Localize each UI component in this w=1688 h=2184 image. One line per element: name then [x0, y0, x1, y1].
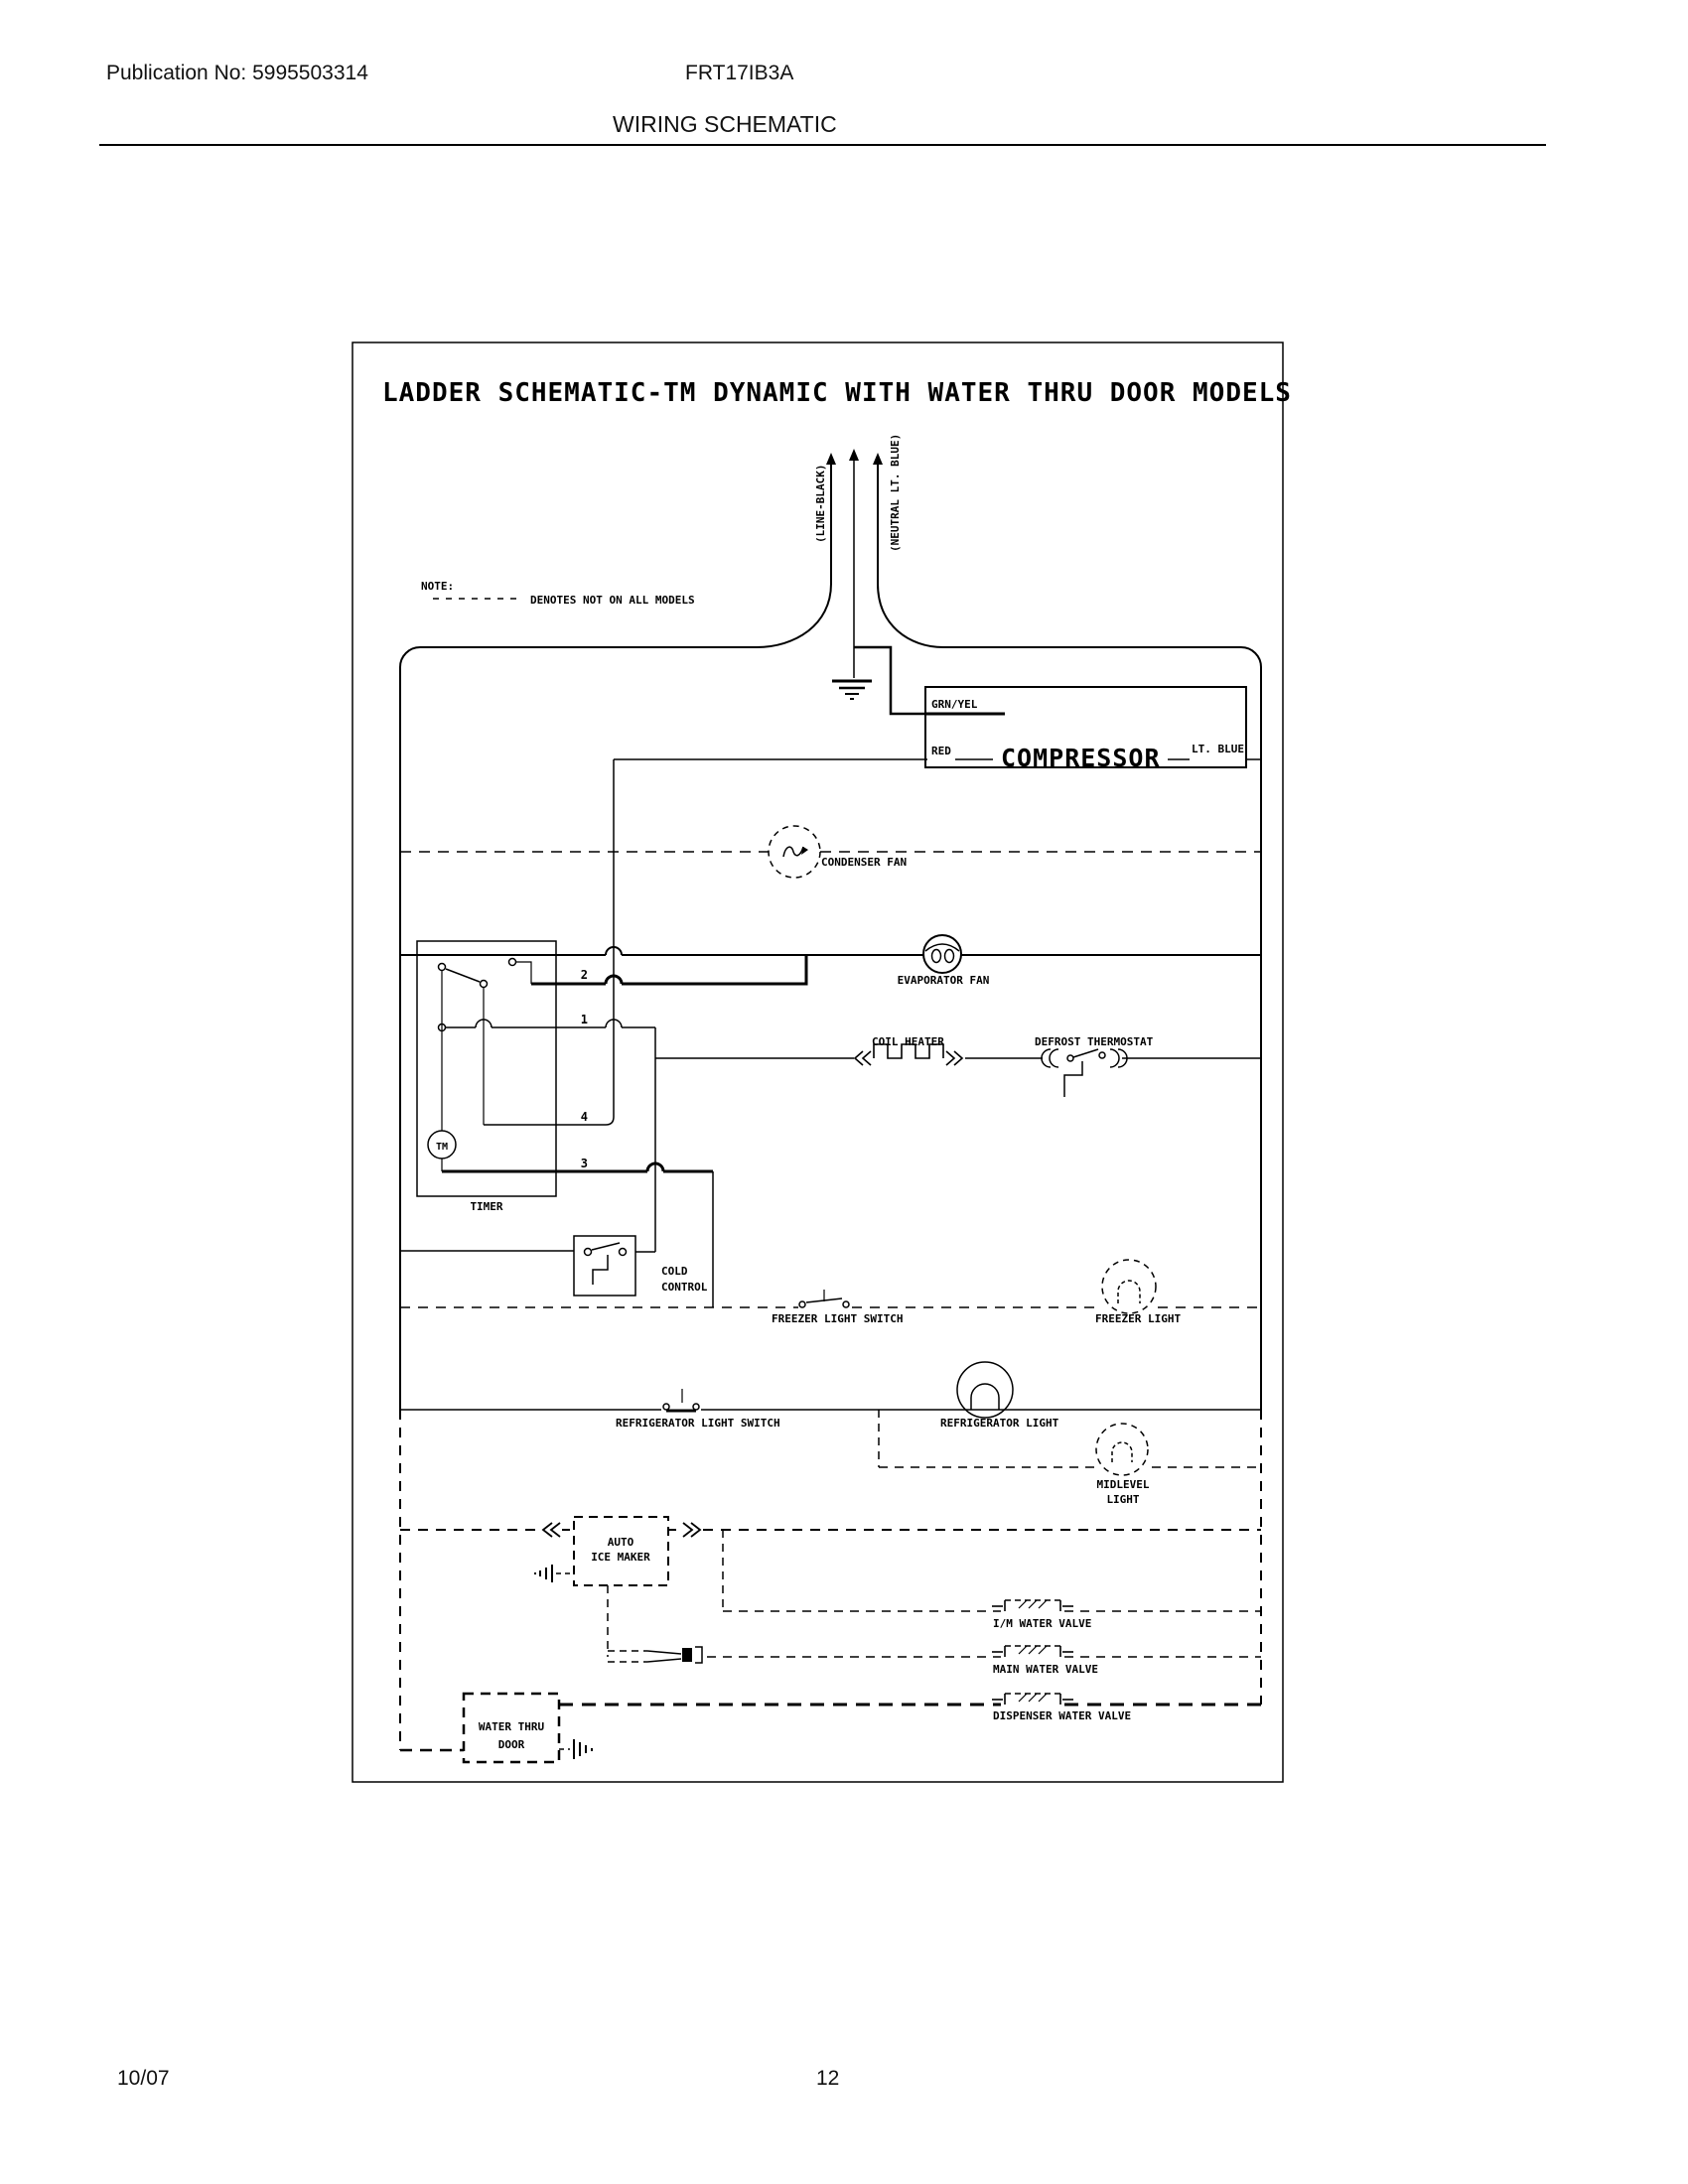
dispenser-water-valve-row	[559, 1694, 1261, 1722]
cold-control	[400, 1236, 708, 1296]
evaporator-fan-label: EVAPORATOR FAN	[897, 974, 990, 987]
line-black-label: (LINE-BLACK)	[814, 464, 827, 543]
cold-control-label-line1: COLD	[661, 1265, 688, 1278]
timer-motor-label: TM	[435, 1142, 449, 1153]
timer-switch-icon	[446, 969, 480, 982]
condenser-fan-motor-icon	[769, 826, 820, 878]
midlevel-light-icon	[1096, 1424, 1148, 1475]
line-arrow-icon	[826, 453, 836, 465]
ice-maker-label-line2: ICE MAKER	[591, 1551, 650, 1564]
im-water-valve-coil-icon	[992, 1600, 1073, 1611]
condenser-fan-row	[400, 826, 1261, 878]
compressor-label: COMPRESSOR	[1001, 744, 1161, 772]
compressor-box	[606, 687, 1261, 1125]
water-thru-door-label-line2: DOOR	[497, 1738, 525, 1751]
main-water-valve-row	[608, 1646, 1261, 1676]
timer-terminal-2: 2	[580, 968, 588, 982]
note-text: DENOTES NOT ON ALL MODELS	[530, 594, 695, 607]
schematic-border	[352, 342, 1283, 1782]
timer-label: TIMER	[470, 1200, 503, 1213]
publication-number: Publication No: 5995503314	[106, 62, 368, 84]
compressor-wire-ltblue-label: LT. BLUE	[1192, 743, 1244, 755]
timer-terminal-4: 4	[580, 1110, 588, 1124]
note-legend	[421, 580, 695, 607]
dispenser-water-valve-label: DISPENSER WATER VALVE	[993, 1709, 1132, 1722]
ladder-rails	[400, 667, 1261, 1750]
defrost-circuit-row	[655, 1035, 1261, 1097]
ice-maker-row	[400, 1517, 1261, 1657]
page-title: WIRING SCHEMATIC	[613, 111, 837, 137]
compressor-wire-red-label: RED	[931, 745, 951, 757]
im-water-valve-row	[723, 1600, 1261, 1630]
main-water-valve-label: MAIN WATER VALVE	[993, 1663, 1098, 1676]
timer-terminal-3: 3	[580, 1157, 588, 1170]
power-entry	[400, 434, 1261, 714]
refrigerator-light-switch-label: REFRIGERATOR LIGHT SWITCH	[616, 1417, 780, 1430]
midlevel-light-row	[879, 1424, 1261, 1506]
schematic-title: LADDER SCHEMATIC-TM DYNAMIC WITH WATER THRU DOOR MODELS	[382, 378, 1292, 408]
freezer-light-switch-label: FREEZER LIGHT SWITCH	[772, 1312, 904, 1325]
ice-maker-ground-icon	[535, 1565, 552, 1582]
defrost-thermostat-icon	[1073, 1049, 1098, 1057]
dispenser-water-valve-coil-icon	[992, 1694, 1073, 1705]
neutral-arrow-icon	[873, 453, 883, 465]
condenser-fan-label: CONDENSER FAN	[821, 856, 908, 869]
main-water-valve-coil-icon	[992, 1646, 1073, 1657]
timer-assembly	[417, 941, 806, 1307]
ground-wire-arrow-icon	[849, 449, 859, 461]
refrigerator-light-label: REFRIGERATOR LIGHT	[940, 1417, 1059, 1430]
water-thru-door-ground-icon	[574, 1739, 592, 1759]
refrigerator-light-row	[400, 1362, 1261, 1467]
ice-maker-label-line1: AUTO	[607, 1536, 634, 1549]
cold-control-box	[574, 1236, 635, 1296]
cold-control-label-line2: CONTROL	[661, 1281, 708, 1294]
compressor-wire-grnyel-label: GRN/YEL	[931, 698, 978, 711]
cold-control-switch-icon	[592, 1243, 620, 1250]
defrost-thermostat-label: DEFROST THERMOSTAT	[1035, 1035, 1154, 1048]
freezer-light-icon	[1102, 1260, 1156, 1313]
water-thru-door-label-line1: WATER THRU	[478, 1720, 545, 1733]
ground-symbol-icon	[832, 681, 872, 699]
footer-date: 10/07	[117, 2067, 170, 2090]
timer-terminal-1: 1	[580, 1013, 588, 1026]
note-label: NOTE:	[421, 580, 455, 593]
midlevel-light-label-line1: MIDLEVEL	[1096, 1478, 1150, 1491]
freezer-light-row	[400, 1260, 1261, 1325]
model-number: FRT17IB3A	[685, 62, 794, 84]
connector-icon	[682, 1648, 692, 1662]
midlevel-light-label-line2: LIGHT	[1106, 1493, 1140, 1506]
neutral-lt-blue-label: (NEUTRAL LT. BLUE)	[889, 433, 902, 552]
im-water-valve-label: I/M WATER VALVE	[993, 1617, 1092, 1630]
evaporator-fan-motor-icon	[923, 935, 961, 973]
evaporator-fan-row	[400, 935, 1261, 987]
coil-heater-label: COIL HEATER	[872, 1035, 944, 1048]
freezer-light-label: FREEZER LIGHT	[1095, 1312, 1182, 1325]
footer-page-number: 12	[816, 2067, 840, 2090]
